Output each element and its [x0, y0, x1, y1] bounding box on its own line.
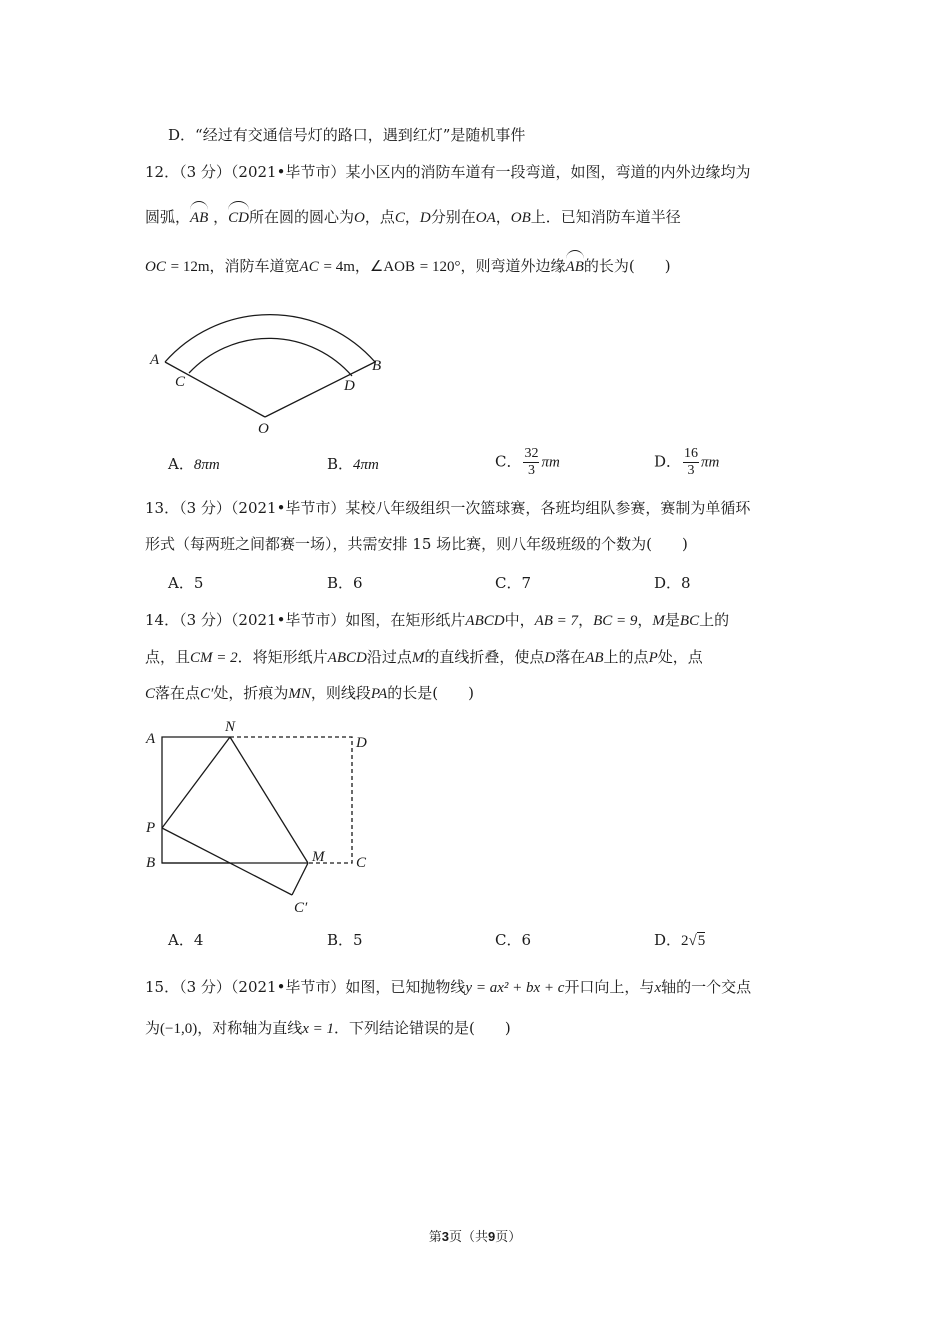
var-c: C — [145, 686, 156, 702]
var-pa: PA — [370, 686, 388, 702]
segment-mc-prime — [292, 863, 308, 895]
q14-line-1 — [145, 610, 729, 631]
q14-option-d[interactable] — [654, 930, 705, 951]
q12-text: 圆弧， — [145, 208, 191, 226]
var-ab: AB = 7 — [534, 613, 579, 629]
label-b: B — [372, 358, 382, 374]
var-ob: OB — [510, 210, 531, 226]
var-o: O — [353, 210, 365, 226]
option-label: C． — [495, 452, 522, 471]
radicand: 5 — [697, 933, 706, 949]
q15-text: 轴的一个交点 — [661, 978, 752, 996]
q12-option-d[interactable] — [654, 446, 719, 479]
fold-line-mn — [230, 737, 308, 863]
q15-text: 开口向上，与 — [564, 978, 655, 996]
q12-text-1: 某小区内的消防车道有一段弯道，如图，弯道的内外边缘均为 — [345, 163, 751, 181]
q13-option-c[interactable]: C．7 — [495, 574, 532, 592]
label-c: C — [356, 855, 367, 871]
q12-meta: （3 分）（2021•毕节市） — [179, 163, 346, 181]
var-bc-2: BC — [679, 613, 700, 629]
label-m: M — [312, 849, 325, 865]
q14-text: 点，且 — [145, 648, 191, 666]
var-abcd: ABCD — [327, 650, 367, 666]
total-pages: 9 — [488, 1229, 496, 1244]
q12-text: ，消防车道宽 — [209, 257, 300, 275]
ac-value: = 4m — [323, 259, 355, 275]
var-bc: BC = 9 — [593, 613, 638, 629]
symmetry-axis: x = 1 — [302, 1021, 335, 1037]
q12-text: ， — [354, 257, 370, 275]
angle-aob: ∠AOB — [369, 259, 416, 275]
label-b: B — [146, 855, 156, 871]
option-value: πm — [701, 454, 720, 471]
page-number: 3 — [441, 1229, 449, 1244]
q12-line-3 — [145, 256, 671, 277]
q13-option-d[interactable]: D．8 — [654, 574, 691, 592]
q14-text: 落在 — [555, 648, 586, 666]
q14-option-c[interactable]: C．6 — [495, 931, 532, 949]
q12-figure — [140, 300, 400, 440]
q11-option-d: D．“经过有交通信号灯的路口，遇到红灯”是随机事件 — [168, 126, 526, 144]
q15-text: ，对称轴为直线 — [197, 1019, 303, 1037]
segment-pc-prime — [162, 828, 292, 895]
fraction — [523, 446, 539, 479]
option-value: πm — [541, 454, 560, 471]
numerator: 16 — [684, 446, 699, 461]
var-m: M — [652, 613, 665, 629]
label-d: D — [344, 378, 355, 394]
q15-line-1 — [145, 977, 751, 998]
option-value: 8πm — [193, 457, 220, 473]
var-c: C — [394, 210, 405, 226]
q14-text: 的直线折叠，使点 — [424, 648, 545, 666]
q14-line-3 — [145, 683, 474, 704]
option-value: 4πm — [353, 457, 379, 473]
q14-option-b[interactable]: B．5 — [327, 931, 363, 949]
q14-text: 处，折痕为 — [213, 684, 289, 702]
q15-line-2 — [145, 1018, 511, 1039]
var-oc: OC — [145, 259, 166, 275]
q14-text: 上的点 — [603, 648, 649, 666]
arc-ab: AB — [190, 210, 209, 226]
rect-left-part — [162, 737, 230, 863]
q14-text: 的长是( ) — [387, 684, 474, 702]
q12-line-1 — [145, 162, 750, 182]
var-d: D — [419, 210, 431, 226]
q14-text: 中， — [504, 611, 535, 629]
q14-text: 是 — [664, 611, 680, 629]
q12-text: ，点 — [364, 208, 395, 226]
q14-figure — [140, 718, 380, 916]
arc-cd: CD — [228, 210, 249, 226]
option-label: A． — [168, 455, 194, 473]
q12-text: ，则弯道外边缘 — [460, 257, 566, 275]
var-mn: MN — [288, 686, 311, 702]
var-abcd: ABCD — [465, 613, 505, 629]
q13-line-1: 13．（3 分）（2021•毕节市）某校八年级组织一次篮球赛，各班均组队参赛，赛制为单循环 — [145, 499, 751, 517]
q12-text: ， — [495, 208, 511, 226]
q14-text: 处，点 — [657, 648, 703, 666]
q15-text: 15．（3 分）（2021•毕节市）如图，已知抛物线 — [145, 978, 466, 996]
var-oa: OA — [475, 210, 496, 226]
q14-text: 沿过点 — [366, 648, 412, 666]
numerator: 32 — [524, 446, 539, 461]
var-cm: CM = 2 — [190, 650, 238, 666]
option-label: B． — [327, 455, 354, 473]
var-m: M — [411, 650, 425, 666]
angle-value: = 120° — [419, 259, 461, 275]
q13-option-b[interactable]: B．6 — [327, 574, 363, 592]
q12-text: 上．已知消防车道半径 — [530, 208, 681, 226]
q13-line-2: 形式（每两班之间都赛一场），共需安排 15 场比赛，则八年级班级的个数为( ) — [145, 535, 688, 553]
q12-line-2: 圆弧，AB ，CD所在圆的圆心为O，点C，D分别在OA，OB上．已知消防车道半径 — [145, 208, 681, 226]
segment-np — [162, 737, 230, 828]
denominator: 3 — [527, 463, 535, 478]
page-footer — [0, 1226, 950, 1245]
q14-line-2 — [145, 647, 703, 668]
option-label: D． — [654, 931, 682, 949]
q12-option-b[interactable] — [327, 454, 379, 475]
q14-text: ．将矩形纸片 — [237, 648, 328, 666]
label-a: A — [146, 731, 156, 747]
var-d: D — [544, 650, 556, 666]
inner-arc — [189, 338, 352, 376]
intersection-point: (−1,0) — [160, 1021, 198, 1037]
var-ab-2: AB — [585, 650, 604, 666]
var-c-prime: C′ — [200, 686, 214, 702]
q12-option-c[interactable] — [495, 446, 560, 479]
q14-text: ， — [578, 611, 594, 629]
footer-text: 页） — [495, 1230, 522, 1245]
denominator: 3 — [687, 463, 695, 478]
q14-text: ，则线段 — [310, 684, 371, 702]
label-o: O — [258, 421, 269, 437]
q12-text: 分别在 — [430, 208, 476, 226]
label-c-prime: C′ — [294, 900, 308, 916]
q14-text: 落在点 — [155, 684, 201, 702]
q14-text: 14．（3 分）（2021•毕节市）如图，在矩形纸片 — [145, 611, 466, 629]
footer-text: 页（共 — [448, 1230, 488, 1245]
var-x: x — [654, 980, 662, 996]
var-p: P — [648, 650, 658, 666]
q14-text: ， — [637, 611, 653, 629]
sqrt-sign: √ — [688, 933, 697, 949]
q14-text: 上的 — [699, 611, 730, 629]
label-a: A — [150, 352, 160, 368]
footer-text: 第 — [428, 1230, 442, 1245]
q15-text: 为 — [145, 1019, 161, 1037]
q12-number: 12． — [145, 163, 180, 181]
arc-ab-2: AB — [565, 259, 584, 275]
var-ac: AC — [299, 259, 319, 275]
q12-text: 的长为( ) — [583, 257, 671, 275]
dashed-rect — [230, 737, 352, 863]
parabola-equation: y = ax² + bx + c — [465, 980, 565, 996]
segment-ob — [265, 362, 375, 417]
q12-option-a[interactable] — [168, 454, 220, 475]
q15-text: ．下列结论错误的是( ) — [334, 1019, 511, 1037]
oc-value: = 12m — [170, 259, 210, 275]
q14-option-a[interactable]: A．4 — [168, 931, 204, 949]
label-n: N — [225, 719, 236, 735]
label-p: P — [146, 820, 156, 836]
option-label: D． — [654, 452, 682, 471]
label-d: D — [356, 735, 367, 751]
q12-text: 所在圆的圆心为 — [248, 208, 354, 226]
q13-option-a[interactable]: A．5 — [168, 574, 204, 592]
label-c: C — [175, 374, 186, 390]
coefficient: 2 — [681, 933, 689, 949]
q12-text: ， — [404, 208, 420, 226]
fraction — [683, 446, 699, 479]
